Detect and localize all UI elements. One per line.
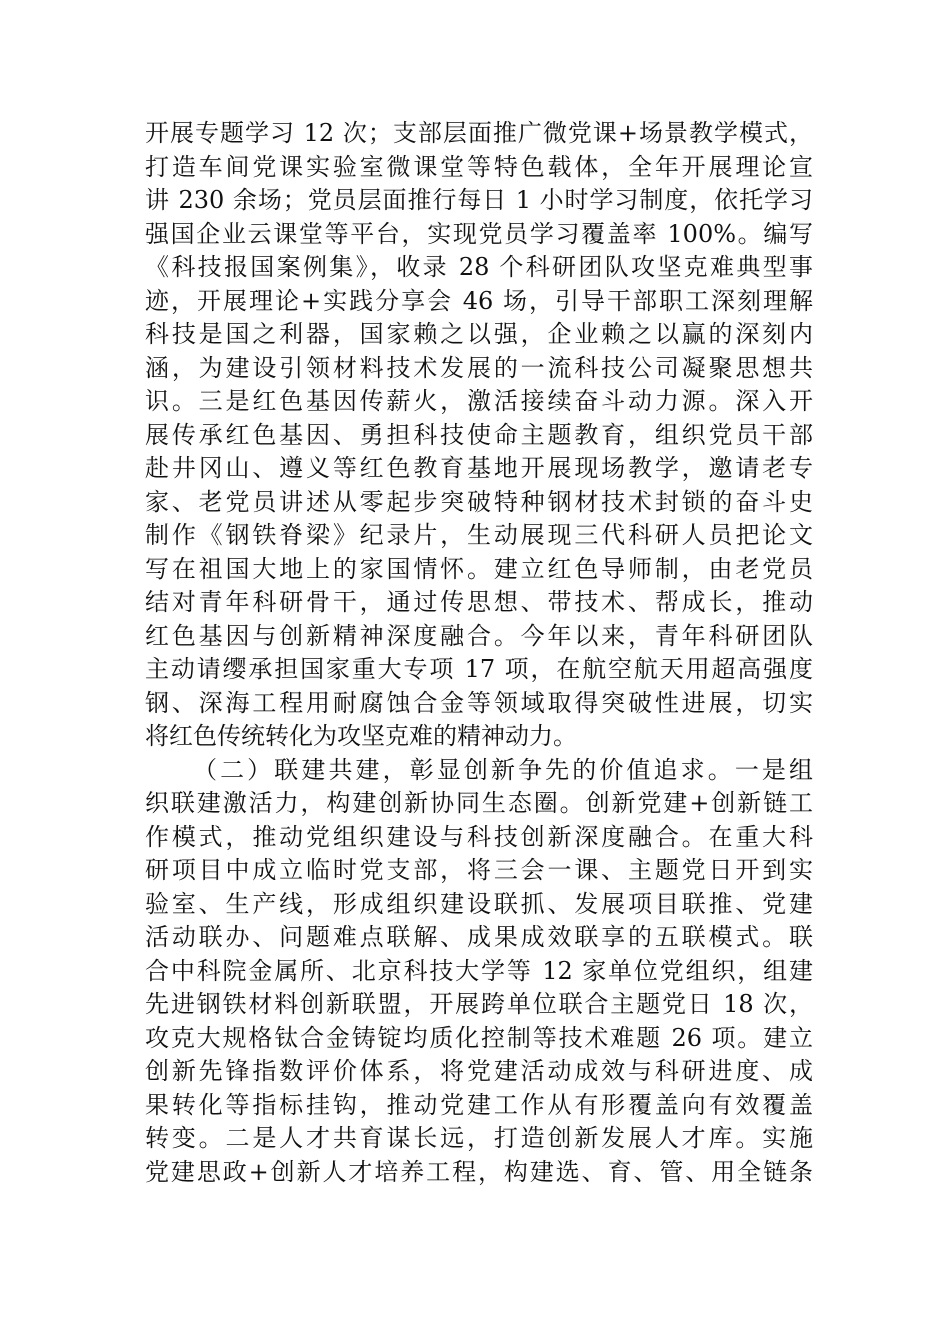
- text-line: 打造车间党课实验室微课堂等特色载体，全年开展理论宣: [145, 152, 813, 181]
- text-line: 主动请缨承担国家重大专项 17 项，在航空航天用超高强度: [145, 655, 813, 683]
- text-line: 家、老党员讲述从零起步突破特种钢材技术封锁的奋斗史: [145, 487, 813, 516]
- document-page: [145, 117, 813, 1189]
- text-line: 科技是国之利器，国家赖之以强，企业赖之以赢的深刻内: [145, 320, 813, 348]
- text-line: 作模式，推动党组织建设与科技创新深度融合。在重大科: [145, 822, 813, 851]
- text-line: 党建思政+创新人才培养工程，构建选、育、管、用全链条: [145, 1157, 813, 1186]
- text-line: 先进钢铁材料创新联盟，开展跨单位联合主题党日 18 次，: [145, 990, 813, 1018]
- text-line: 攻克大规格钛合金铸锭均质化控制等技术难题 26 项。建立: [145, 1023, 813, 1052]
- text-line: 验室、生产线，形成组织建设联抓、发展项目联推、党建: [145, 889, 813, 918]
- text-line: 涵，为建设引领材料技术发展的一流科技公司凝聚思想共: [145, 353, 813, 382]
- text-line: 研项目中成立临时党支部，将三会一课、主题党日开到实: [145, 856, 813, 884]
- text-line: 将红色传统转化为攻坚克难的精神动力。: [145, 722, 577, 750]
- text-line: 织联建激活力，构建创新协同生态圈。创新党建+创新链工: [145, 789, 813, 817]
- text-line: 强国企业云课堂等平台，实现党员学习覆盖率 100%。编写: [145, 219, 813, 248]
- text-line: 识。三是红色基因传薪火，激活接续奋斗动力源。深入开: [145, 387, 813, 415]
- text-line: 活动联办、问题难点联解、成果成效联享的五联模式。联: [145, 923, 813, 951]
- text-line: （二）联建共建，彰显创新争先的价值追求。一是组: [193, 755, 813, 784]
- text-line: 结对青年科研骨干，通过传思想、带技术、帮成长，推动: [145, 588, 813, 616]
- text-line: 讲 230 余场；党员层面推行每日 1 小时学习制度，依托学习: [145, 186, 813, 214]
- text-line: 红色基因与创新精神深度融合。今年以来，青年科研团队: [145, 621, 813, 650]
- text-line: 钢、深海工程用耐腐蚀合金等领域取得突破性进展，切实: [145, 688, 813, 717]
- text-line: 创新先锋指数评价体系，将党建活动成效与科研进度、成: [145, 1057, 813, 1085]
- text-line: 果转化等指标挂钩，推动党建工作从有形覆盖向有效覆盖: [145, 1090, 813, 1119]
- text-line: 赴井冈山、遵义等红色教育基地开展现场教学，邀请老专: [145, 454, 813, 482]
- text-line: 《科技报国案例集》，收录 28 个科研团队攻坚克难典型事: [145, 253, 813, 281]
- text-line: 写在祖国大地上的家国情怀。建立红色导师制，由老党员: [145, 554, 813, 583]
- text-line: 合中科院金属所、北京科技大学等 12 家单位党组织，组建: [145, 956, 813, 985]
- text-line: 迹，开展理论+实践分享会 46 场，引导干部职工深刻理解: [145, 286, 813, 315]
- text-line: 展传承红色基因、勇担科技使命主题教育，组织党员干部: [145, 420, 813, 449]
- text-line: 制作《钢铁脊梁》纪录片，生动展现三代科研人员把论文: [145, 521, 813, 549]
- text-line: 转变。二是人才共育谋长远，打造创新发展人才库。实施: [145, 1124, 813, 1152]
- text-line: 开展专题学习 12 次；支部层面推广微党课+场景教学模式，: [145, 119, 813, 147]
